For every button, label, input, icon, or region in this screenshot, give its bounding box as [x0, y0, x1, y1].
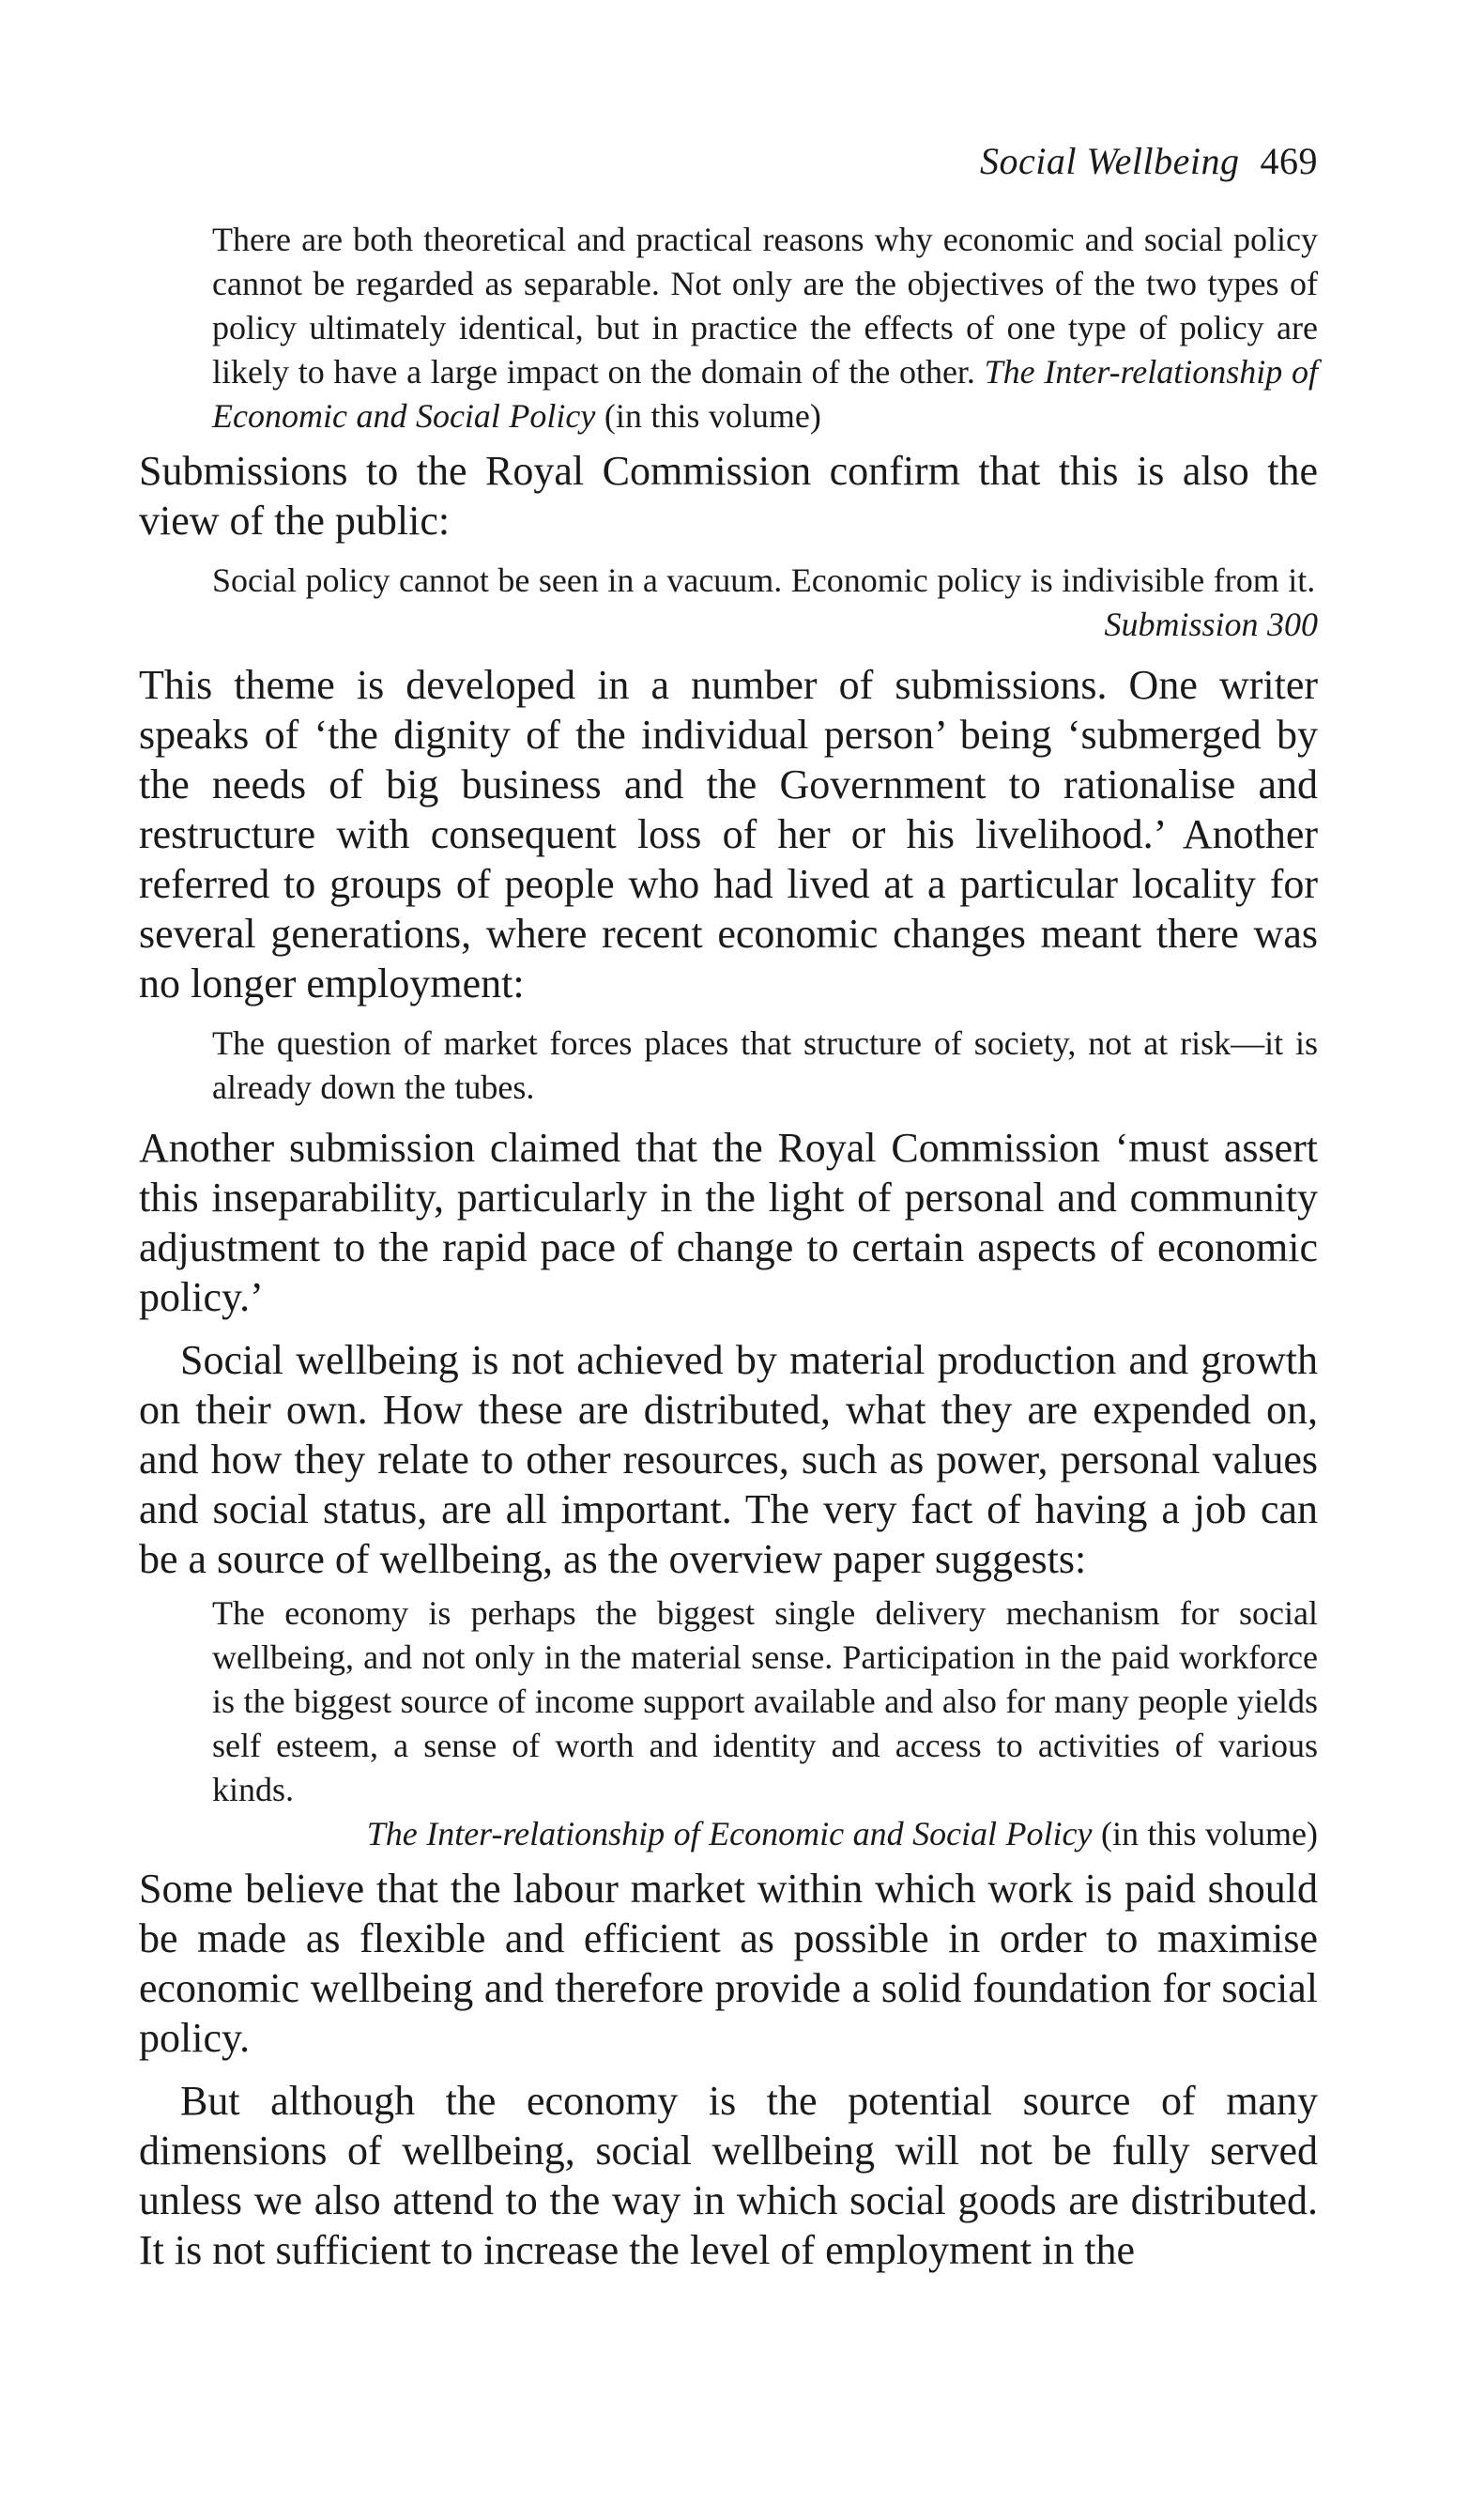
page-number: 469 [1260, 140, 1318, 182]
block-quote-1-text: There are both theoretical and practical reasons why economic and social policy cannot be regarded as separable. Not only are the objectives of the two types of policy ultimately identical, but in practice the effects of one type of policy are likely to have a large impact on the domain of the other. [212, 221, 1318, 391]
running-title: Social Wellbeing [980, 140, 1240, 182]
running-header [980, 139, 1318, 183]
block-quote-4-attribution [212, 1812, 1318, 1856]
block-quote-3-text: The question of market forces places that structure of society, not at risk—it is already down the tubes. [212, 1024, 1318, 1106]
block-quote-1 [212, 218, 1318, 438]
paragraph-2: This theme is developed in a number of submissions. One writer speaks of ‘the dignity of the individual person’ being ‘submerged by the needs of big business and the Government to rationalise and restructure with consequent loss of her or his livelihood.’ Another referred to groups of people who had lived at a particular locality for several generations, where recent economic changes meant there was no longer employment: [139, 662, 1318, 1007]
block-quote-4-source-note: (in this volume) [1101, 1815, 1318, 1852]
paragraph-5: Some believe that the labour market within which work is paid should be made as flexible and efficient as possible in order to maximise economic wellbeing and therefore provide a solid foundation for social policy. [139, 1866, 1318, 2061]
page-content [139, 218, 1318, 2275]
block-quote-2-text: Social policy cannot be seen in a vacuum. Economic policy is indivisible from it. [212, 561, 1316, 599]
block-quote-3 [212, 1022, 1318, 1110]
paragraph-6: But although the economy is the potential source of many dimensions of wellbeing, social wellbeing will not be fully served unless we also attend to the way in which social goods are distributed. It is not sufficient to increase the level of employment in the [139, 2078, 1318, 2273]
block-quote-1-source-title: The Inter-relationship of Economic and Social Policy [212, 353, 1318, 435]
paragraph-1: Submissions to the Royal Commission confirm that this is also the view of the public: [139, 448, 1318, 544]
block-quote-4-text: The economy is perhaps the biggest single delivery mechanism for social wellbeing, and not only in the material sense. Participation in the paid workforce is the biggest source of income support available and also for many people yields self esteem, a sense of worth and identity and access to activities of various kinds. [212, 1594, 1318, 1808]
block-quote-4-source-title: The Inter-relationship of Economic and Social Policy [366, 1815, 1093, 1852]
paragraph-3: Another submission claimed that the Royal Commission ‘must assert this inseparability, particularly in the light of personal and community adjustment to the rapid pace of change to certain aspects of economic policy.’ [139, 1125, 1318, 1320]
block-quote-2-source: Submission 300 [1104, 606, 1318, 643]
block-quote-4 [212, 1591, 1318, 1856]
block-quote-2 [212, 559, 1318, 647]
paragraph-4: Social wellbeing is not achieved by material production and growth on their own. How these are distributed, what they are expended on, and how they relate to other resources, such as power, personal values and social status, are all important. The very fact of having a job can be a source of wellbeing, as the overview paper suggests: [139, 1337, 1318, 1582]
block-quote-1-source-note: (in this volume) [604, 397, 821, 435]
